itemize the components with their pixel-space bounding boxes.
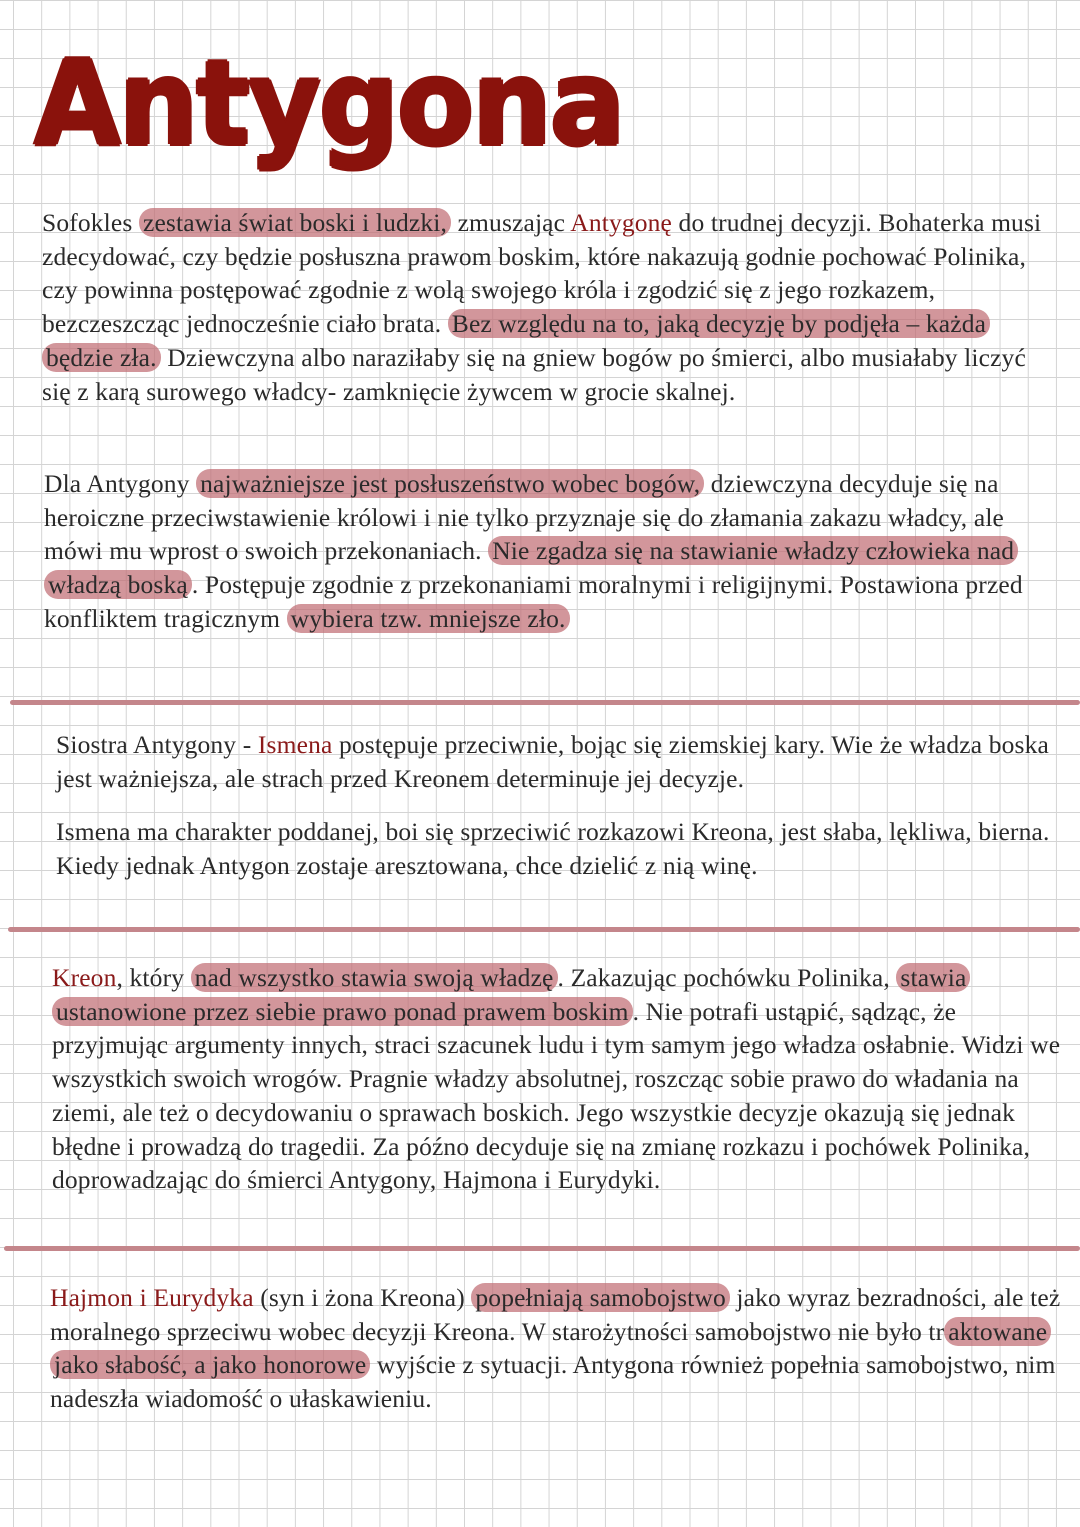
character-name: Kreon [52, 963, 117, 992]
highlight: nad wszystko stawia swoją władzę [191, 963, 558, 992]
highlight: Nie zgadza się na stawianie władzy człowieka nad władzą boską [44, 536, 1018, 599]
character-name: Ismena [257, 730, 333, 759]
paragraph-ismena-1: Siostra Antygony - Ismena postępuje przeciwnie, bojąc się ziemskiej kary. Wie że władza boska jest ważniejsza, ale strach przed Kreonem determinuje jej decyzje. [56, 730, 1049, 793]
highlight: zestawia świat boski i ludzki, [139, 208, 451, 237]
paragraph-intro: Sofokles zestawia świat boski i ludzki, zmuszając Antygonę do trudnej decyzji. Bohaterka musi zdecydować, czy będzie posłuszna prawom boskim, które nakazują godnie pochować Polinika, czy powinna postępować zgodnie z wolą swojego króla i zgodzić się z jego rozkazem, bezczeszcząc jednocześnie ciało brata. Bez względu na to, jaką decyzję by podjęła – każda będzie zła. Dziewczyna albo naraziłaby się na gniew bogów po śmierci, albo musiałaby liczyć się z karą surowego władcy- zamknięcie żywcem w grocie skalnej. [42, 208, 1042, 406]
highlight: najważniejsze jest posłuszeństwo wobec bogów, [196, 469, 704, 498]
paragraph-hajmon-eurydyka: Hajmon i Eurydyka (syn i żona Kreona) popełniają samobojstwo jako wyraz bezradności, ale też moralnego sprzeciwu wobec decyzji Kreona. W starożytności samobojstwo nie było tr aktowane jako słabość, a jako honorowe wyjście z sytuacji. Antygona również popełnia samobojstwo, nim nadeszła wiadomość o ułaskawieniu. [50, 1283, 1061, 1414]
paragraph-ismena-2: Ismena ma charakter poddanej, boi się sprzeciwić rozkazowi Kreona, jest słaba, lękliwa, bierna. Kiedy jednak Antygon zostaje aresztowana, chce dzielić z nią winę. [56, 817, 1050, 880]
page-title: Antygona [34, 35, 624, 173]
highlight: wybiera tzw. mniejsze zło. [287, 604, 570, 633]
character-name: Hajmon i Eurydyka [50, 1283, 254, 1312]
highlight: aktowane jako słabość, a jako honorowe [50, 1317, 1051, 1380]
section-divider [8, 927, 1080, 932]
highlight: popełniają samobojstwo [471, 1283, 729, 1312]
paragraph-kreon: Kreon, który nad wszystko stawia swoją władzę . Zakazując pochówku Polinika, stawia ustanowione przez siebie prawo ponad prawem boskim . Nie potrafi ustąpić, sądząc, że przyjmując argumenty innych, straci szacunek ludu i tym samym jego władza osłabnie. Widzi we wszystkich swoich wrogów. Pragnie władzy absolutnej, roszcząc sobie prawo do władania na ziemi, ale też o decydowaniu o sprawach boskich. Jego wszystkie decyzje okazują się jednak błędne i prowadzą do tragedii. Za późno decyduje się na zmianę rozkazu i pochówek Polinika, doprowadzając do śmierci Antygony, Hajmona i Eurydyki. [52, 963, 1061, 1195]
section-divider [10, 700, 1080, 705]
highlight: stawia ustanowione przez siebie prawo ponad prawem boskim [52, 963, 970, 1026]
character-name: Antygonę [570, 208, 673, 237]
highlight: Bez względu na to, jaką decyzję by podjęła – każda będzie zła. [42, 309, 990, 372]
paragraph-antygona: Dla Antygony najważniejsze jest posłuszeństwo wobec bogów, dziewczyna decyduje się na heroiczne przeciwstawienie królowi i nie tylko przyznaje się do złamania zakazu władcy, ale mówi mu wprost o swoich przekonaniach. Nie zgadza się na stawianie władzy człowieka nad władzą boską . Postępuje zgodnie z przekonaniami moralnymi i religijnymi. Postawiona przed konfliktem tragicznym wybiera tzw. mniejsze zło. [44, 469, 1023, 633]
section-divider [4, 1246, 1080, 1251]
